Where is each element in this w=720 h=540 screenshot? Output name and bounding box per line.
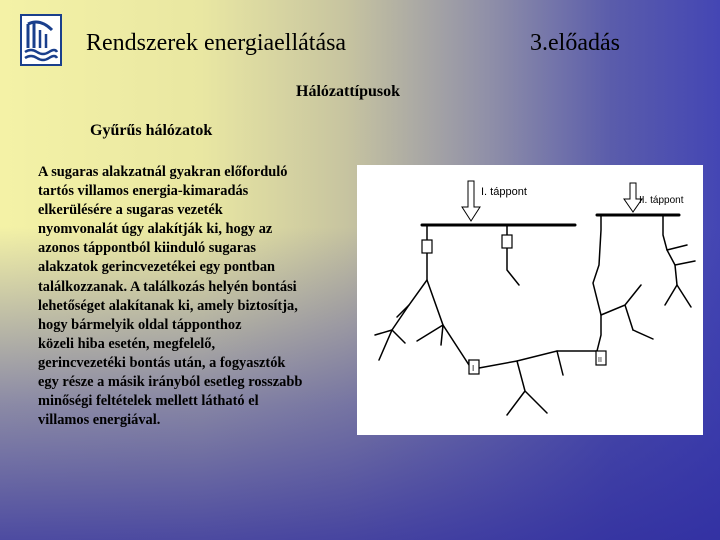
- body-paragraph: A sugaras alakzatnál gyakran előforduló tartós villamos energia-kimaradás elkerülésére a sugaras vezeték nyomvonalát úgy alakítják ki, hogy az azonos táppontból kiinduló sugaras alakzatok gerincvezetékei egy pontban találkozzanak. A találkozás helyén bontási lehetőséget alakítanak ki, amely biztosítja, hogy bármelyik oldal tápponthoz közeli hiba esetén, megfelelő, gerincvezetéki bontás után, a fogyasztók egy része a másik irányból esetleg rosszabb minőségi feltételek mellett látható el villamos energiával.: [38, 164, 303, 429]
- feed-arrow-1: [462, 181, 480, 221]
- switch-mark-right: II: [598, 357, 602, 364]
- disconnector-left-outer: [422, 240, 432, 253]
- disconnector-left-inner: [502, 235, 512, 248]
- feed-point-2-label: II. táppont: [639, 195, 684, 206]
- ring-network-svg: [357, 165, 703, 435]
- university-logo-icon: [20, 14, 62, 66]
- ring-network-diagram: [357, 165, 703, 435]
- section-title: Hálózattípusok: [296, 83, 401, 100]
- feeder-left-inner: [507, 225, 519, 285]
- switch-mark-left: I: [472, 364, 475, 373]
- ring-backbone: [427, 280, 469, 365]
- lecture-number: 3.előadás: [530, 30, 620, 56]
- header-title: Rendszerek energiaellátása: [86, 30, 347, 56]
- subsection-title: Gyűrűs hálózatok: [90, 122, 213, 139]
- feed-point-1-label: I. táppont: [481, 186, 527, 198]
